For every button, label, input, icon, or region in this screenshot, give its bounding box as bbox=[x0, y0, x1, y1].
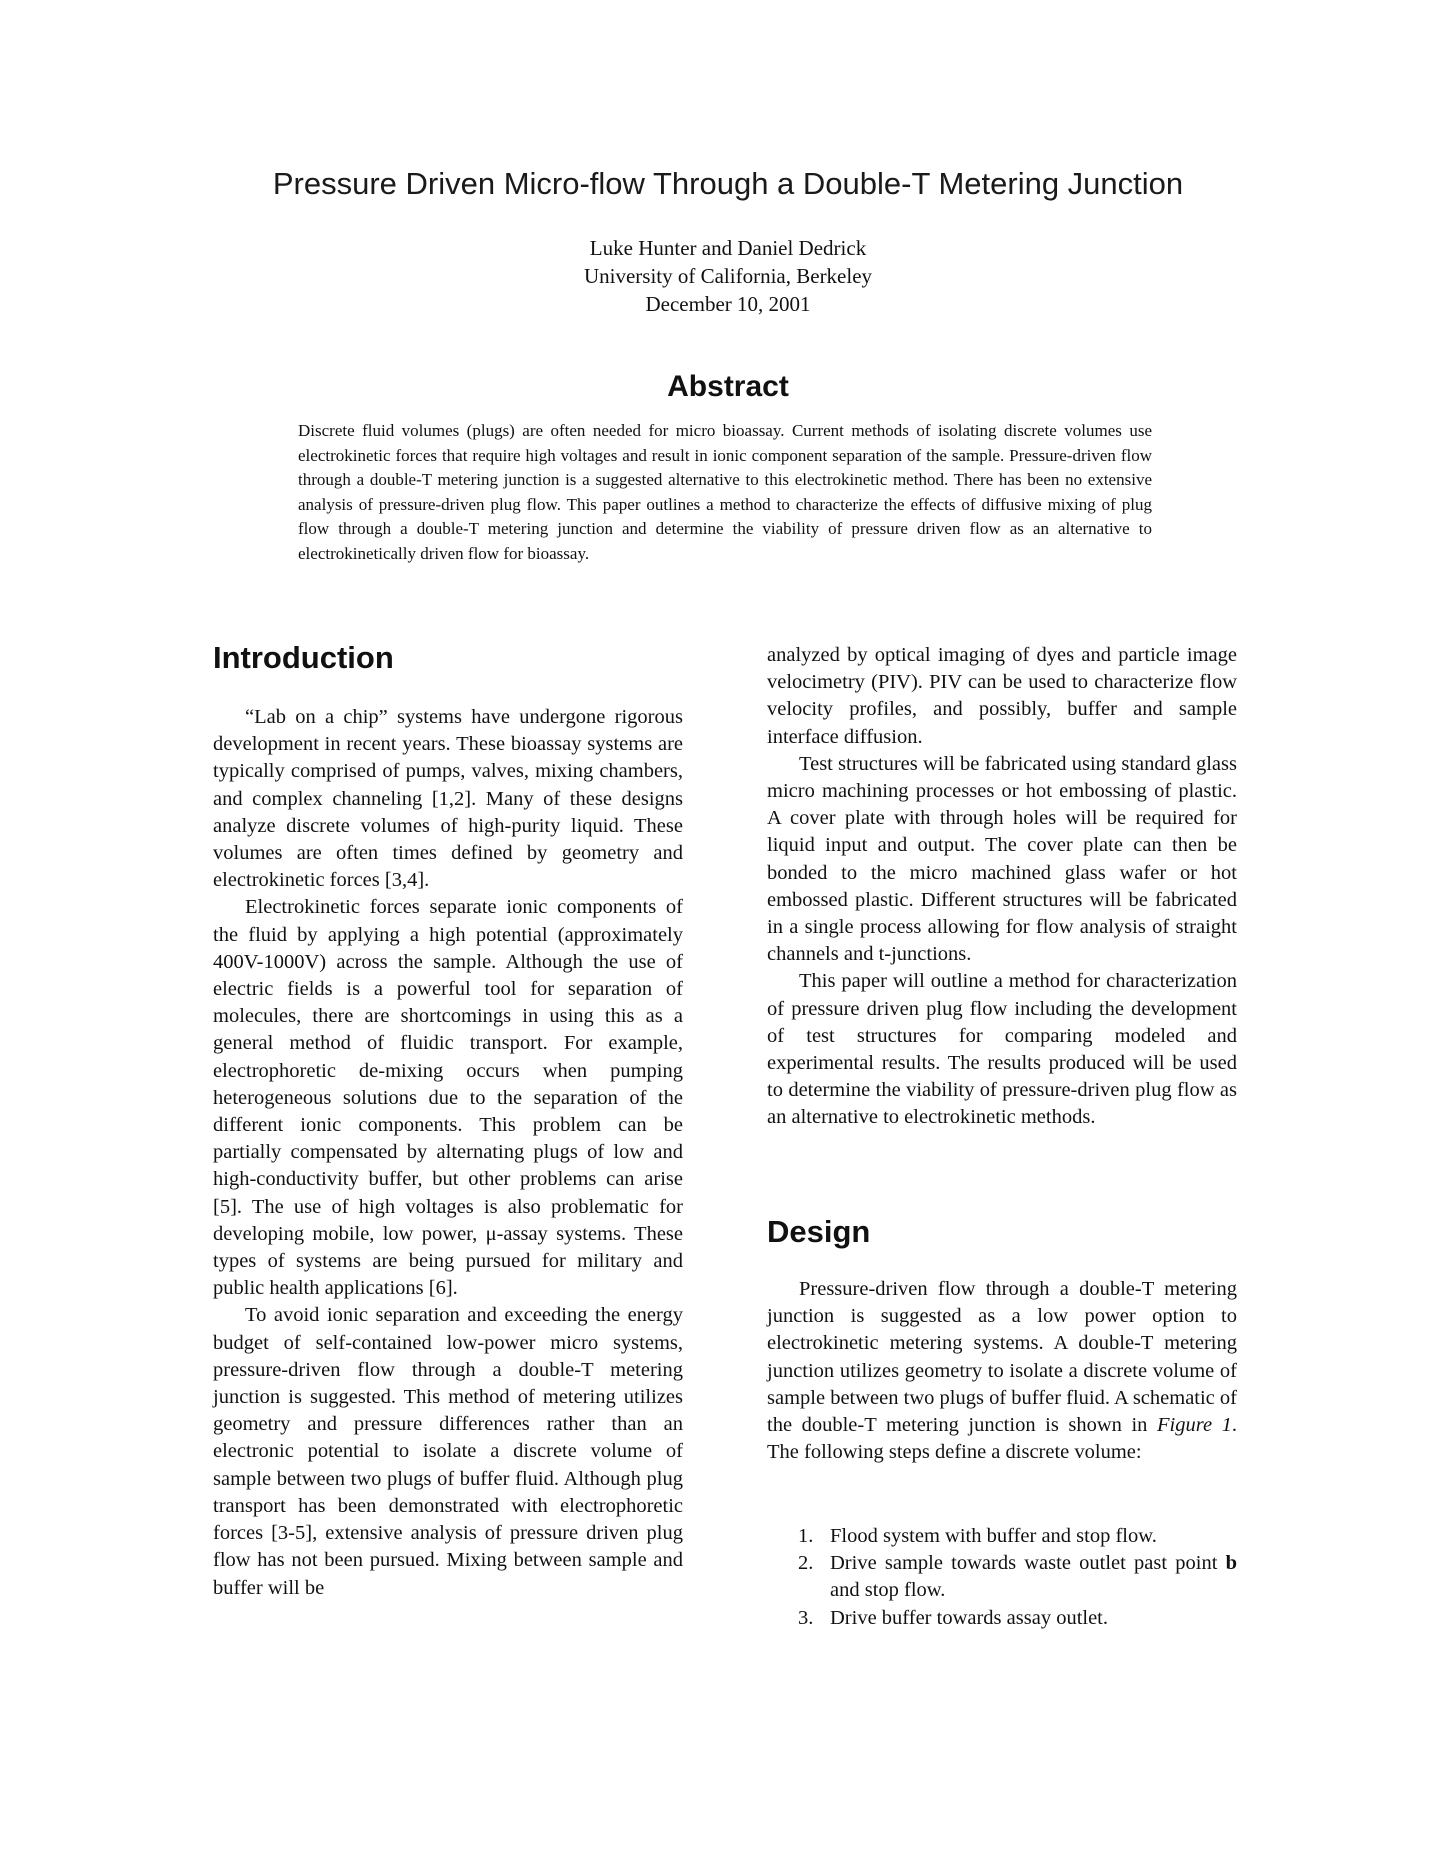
intro-paragraph-3: To avoid ionic separation and exceeding the energy budget of self-contained low-power micro systems, pressure-driven flow through a double-T metering junction is suggested. This method of metering utilizes geometry and pressure differences rather than an electronic potential to isolate a discrete volume of sample between two plugs of buffer fluid. Although plug transport has been demonstrated with electrophoretic forces [3-5], extensive analysis of pressure driven plug flow has not been pursued. Mixing between sample and buffer will be bbox=[213, 1304, 683, 1599]
intro-paragraph-1: “Lab on a chip” systems have undergone rigorous development in recent years. These bioassay systems are typically comprised of pumps, valves, mixing chambers, and complex channeling [1,2]. Many of these designs analyze discrete volumes of high-purity liquid. These volumes are often times defined by geometry and electrokinetic forces [3,4]. bbox=[213, 706, 683, 892]
step-text: Drive sample towards waste outlet past point bbox=[830, 1552, 1226, 1575]
list-item bbox=[767, 1605, 1237, 1632]
step-number: 1. bbox=[798, 1525, 814, 1547]
author-block bbox=[0, 234, 1456, 318]
design-text-before: Pressure-driven flow through a double-T metering junction is suggested as a low power option to electrokinetic metering systems. A double-T metering junction utilizes geometry to isolate a discrete volume of sample between two plugs of buffer fluid. A schematic of the double-T metering junction is shown in bbox=[767, 1278, 1237, 1437]
affiliation: University of California, Berkeley bbox=[583, 264, 873, 288]
design-text-after: . The following steps define a discrete volume: bbox=[767, 1414, 1237, 1464]
right-column bbox=[767, 642, 1237, 1132]
figure-reference: Figure 1 bbox=[1157, 1414, 1232, 1437]
date: December 10, 2001 bbox=[645, 292, 811, 316]
intro-paragraph-2: Electrokinetic forces separate ionic components of the fluid by applying a high potential (approximately 400V-1000V) across the sample. Although the use of electric fields is a powerful tool for separation of molecules, there are shortcomings in using this as a general method of fluidic transport. For example, electrophoretic de-mixing occurs when pumping heterogeneous solutions due to the separation of the different ionic components. This problem can be partially compensated by alternating plugs of low and high-conductivity buffer, but other problems can arise [5]. The use of high voltages is also problematic for developing mobile, low power, μ-assay systems. These types of systems are being pursued for military and public health applications [6]. bbox=[213, 896, 683, 1300]
intro-paragraph-4: Test structures will be fabricated using standard glass micro machining processes or hot embossing of plastic. A cover plate with through holes will be required for liquid input and output. The cover plate can then be bonded to the micro machined glass wafer or hot embossed plastic. Different structures will be fabricated in a single process allowing for flow analysis of straight channels and t-junctions. bbox=[767, 752, 1237, 966]
step-text-bold: b bbox=[1225, 1552, 1237, 1575]
step-number: 3. bbox=[798, 1606, 814, 1629]
list-item bbox=[767, 1550, 1237, 1604]
steps-list bbox=[767, 1523, 1237, 1632]
step-text-end: and stop flow. bbox=[830, 1579, 946, 1602]
intro-paragraph-3-continued: analyzed by optical imaging of dyes and particle image velocimetry (PIV). PIV can be used to characterize flow velocity profiles, and possibly, buffer and sample interface diffusion. bbox=[767, 644, 1237, 748]
design-heading: Design bbox=[767, 1214, 871, 1249]
abstract-text: Discrete fluid volumes (plugs) are often needed for micro bioassay. Current methods of isolating discrete volumes use electrokinetic forces that require high voltages and result in ionic component separation of the sample. Pressure-driven flow through a double-T metering junction is a suggested alternative to this electrokinetic method. There has been no extensive analysis of pressure-driven plug flow. This paper outlines a method to characterize the effects of diffusive mixing of plug flow through a double-T metering junction and determine the viability of pressure driven flow as an alternative to electrokinetically driven flow for bioassay. bbox=[298, 421, 1152, 563]
step-text: Flood system with buffer and stop flow. bbox=[830, 1525, 1157, 1547]
design-body bbox=[767, 1276, 1237, 1466]
intro-paragraph-5: This paper will outline a method for characterization of pressure driven plug flow including the development of test structures for comparing modeled and experimental results. The results produced will be used to determine the viability of pressure-driven plug flow as an alternative to electrokinetic methods. bbox=[767, 970, 1237, 1129]
list-item bbox=[767, 1523, 1237, 1550]
design-paragraph-1 bbox=[767, 1276, 1237, 1466]
abstract-heading: Abstract bbox=[667, 370, 789, 403]
left-column bbox=[213, 704, 683, 1602]
paper-title: Pressure Driven Micro-flow Through a Double-T Metering Junction bbox=[272, 166, 1184, 201]
step-number: 2. bbox=[798, 1552, 814, 1575]
step-text: Drive buffer towards assay outlet. bbox=[830, 1606, 1109, 1629]
authors: Luke Hunter and Daniel Dedrick bbox=[589, 236, 867, 260]
introduction-heading: Introduction bbox=[213, 640, 394, 675]
